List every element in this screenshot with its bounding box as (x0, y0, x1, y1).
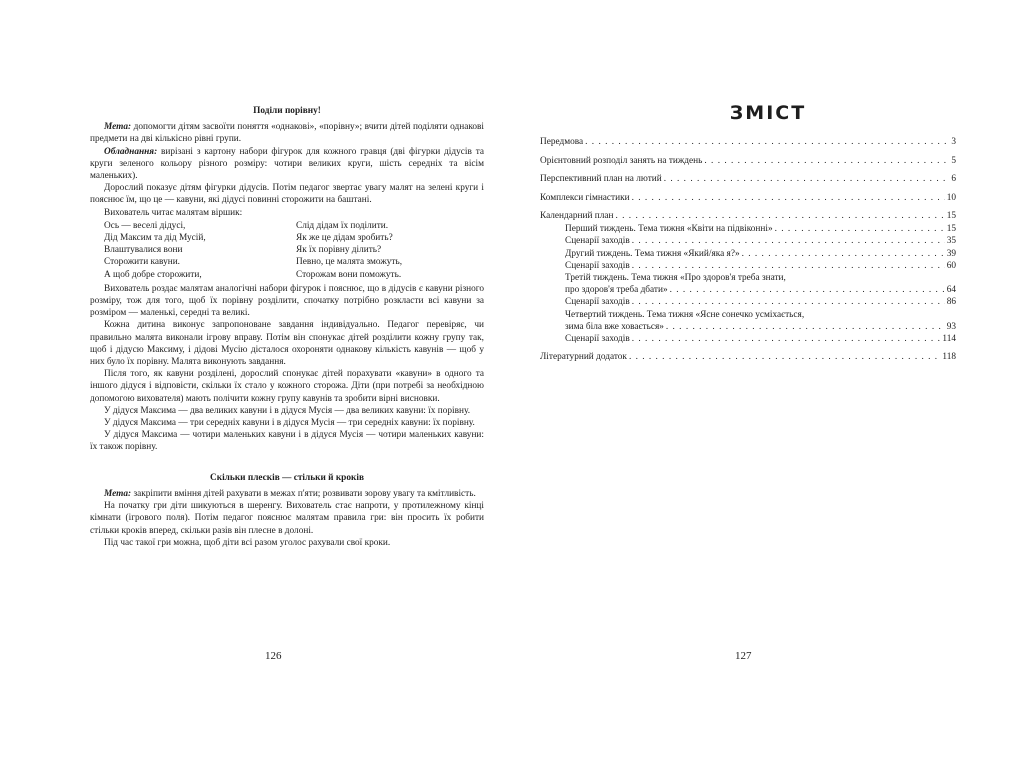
poem-line: Влаштувалися вони (104, 245, 183, 256)
page-number: 126 (265, 650, 282, 662)
toc-entry: Комплекси гімнастики . . . 10 (540, 192, 956, 204)
section-title-divide-equally: Поділи порівну! (253, 106, 321, 116)
toc-entry: Передмова . . . 3 (540, 136, 956, 148)
paragraph: У дідуся Максима — три середніх кавуни і в дідуся Мусія — три середніх кавуни: їх порівну. (104, 418, 475, 429)
dot-leader (670, 284, 945, 296)
toc-entry: зима біла вже ховається» . . . 93 (565, 321, 956, 333)
left-page-text (90, 105, 484, 549)
paragraph: Вихователь читає малятам віршик: (104, 207, 243, 218)
table-of-contents (540, 136, 956, 363)
goal-label: Мета: (104, 122, 132, 133)
toc-entry-first-line: Четвертий тиждень. Тема тижня «Ясне сонечко усміхається, (565, 309, 805, 320)
toc-entry-first-line: Третій тиждень. Тема тижня «Про здоров'я треба знати, (565, 273, 786, 284)
dot-leader (704, 155, 949, 167)
toc-entry: Другий тиждень. Тема тижня «Який/яка я?» . . . 39 (565, 248, 956, 260)
section-title-claps-steps: Скільки плесків — стільки й кроків (210, 472, 364, 483)
poem-line: А щоб добре сторожити, (104, 269, 202, 280)
dot-leader (585, 136, 949, 148)
dot-leader (775, 223, 945, 235)
poem-line: Сторожам вони поможуть. (296, 269, 402, 280)
poem-line: Дід Максим та дід Мусій, (104, 233, 206, 244)
goal-text: закріпити вміння дітей рахувати в межах п'яти; розвивати зорову увагу та кмітливість. (133, 488, 476, 499)
toc-entry: Перспективний план на лютий . . . 6 (540, 173, 956, 185)
dot-leader (629, 351, 940, 363)
poem-line: Певно, це малята зможуть, (296, 257, 403, 268)
equipment-label: Обладнання: (104, 146, 158, 157)
paragraph: Після того, як кавуни розділені, дорослий спонукає дітей порахувати «кавуни» в одного та іншого дідуся і відповісти, скільки їх стало у кожного сторожа. Діти (при потребі за необхідною допомогою вихователя) мають полічити кожну групу кавунів та зробити вірні висновки. (90, 369, 484, 404)
dot-leader (632, 235, 945, 247)
dot-leader (664, 173, 950, 185)
paragraph: Під час такої гри можна, щоб діти всі разом уголос рахували свої кроки. (104, 537, 391, 548)
paragraph-equipment (90, 146, 484, 183)
dot-leader (616, 210, 945, 222)
dot-leader (632, 192, 945, 204)
toc-subsection (565, 223, 956, 345)
poem-line: Сторожити кавуни. (104, 257, 180, 268)
paragraph-goal (90, 121, 484, 145)
paragraph: У дідуся Максима — два великих кавуни і в дідуся Мусія — два великих кавуни: їх порівну. (104, 405, 471, 416)
toc-entry: Сценарії заходів . . . 35 (565, 235, 956, 247)
dot-leader (666, 321, 945, 333)
toc-entry: про здоров'я треба дбати» . . . 64 (565, 284, 956, 296)
paragraph: Дорослий показує дітям фігурки дідусів. Потім педагог звертає увагу малят на зелені круги і пояснює їм, що це — кавуни, які дідусі повинні сторожити на баштані. (90, 183, 484, 206)
toc-entry: Сценарії заходів . . . 60 (565, 260, 956, 272)
toc-entry: Сценарії заходів . . . 114 (565, 333, 956, 345)
toc-entry: Календарний план . . . 15 (540, 210, 956, 222)
poem-line: Як їх порівну ділить? (296, 245, 382, 256)
paragraph: Кожна дитина виконує запропоноване завдання індивідуально. Педагог перевіряє, чи правильно малята виконали ігрову вправу. Потім він спонукає дітей розділити кожну групу так, щоб і дідусю Максиму, і дідові Мусію дісталося охороняти однакову кількість кавунів — щоб у них було їх порівну. Малята виконують завдання. (90, 320, 484, 368)
paragraph: У дідуся Максима — чотири маленьких кавуни і в дідуся Мусія — чотири маленьких кавуни: їх також порівну. (90, 430, 484, 453)
dot-leader (632, 333, 941, 345)
toc-entry: Перший тиждень. Тема тижня «Квіти на підвіконні» . . . 15 (565, 223, 956, 235)
poem (90, 220, 484, 281)
dot-leader (632, 296, 945, 308)
toc-entry: Літературний додаток . . . 118 (540, 351, 956, 363)
paragraph: Вихователь роздає малятам аналогічні набори фігурок і пояснює, що в дідусів є кавуни різного розміру, тож для того, щоб їх порівну розділити, спочатку потрібно розкласти всі кавуни за розміром — маленькі, середні та великі. (90, 283, 484, 319)
toc-entry: Сценарії заходів . . . 86 (565, 296, 956, 308)
right-page (512, 0, 1024, 768)
dot-leader (742, 248, 945, 260)
goal-label: Мета: (104, 488, 132, 499)
dot-leader (632, 260, 945, 272)
poem-line: Як же це дідам зробить? (296, 233, 393, 244)
toc-entry: Орієнтовний розподіл занять на тиждень . . . 5 (540, 155, 956, 167)
paragraph-goal (90, 488, 484, 500)
poem-line: Слід дідам їх поділити. (296, 220, 389, 231)
goal-text: допомогти дітям засвоїти поняття «однакові», «порівну»; вчити дітей поділяти однакові предмети на дві кількісно рівні групи. (90, 122, 484, 145)
paragraph: На початку гри діти шикуються в шеренгу. Вихователь стає напроти, у протилежному кінці кімнати (ігрового поля). Потім педагог пояснює малятам правила гри: він просить їх робити стільки кроків вперед, скільки разів він плесне в долоні. (90, 501, 484, 536)
page-number: 127 (735, 650, 752, 662)
equipment-text: вирізані з картону набори фігурок для кожного гравця (дві фігурки дідусів та круги зеленого кольору різного розміру: чотири великих круги, шість середніх та вісім маленьких). (90, 146, 484, 182)
poem-line: Ось — веселі дідусі, (104, 220, 186, 231)
contents-title: ЗМІСТ (729, 102, 807, 124)
